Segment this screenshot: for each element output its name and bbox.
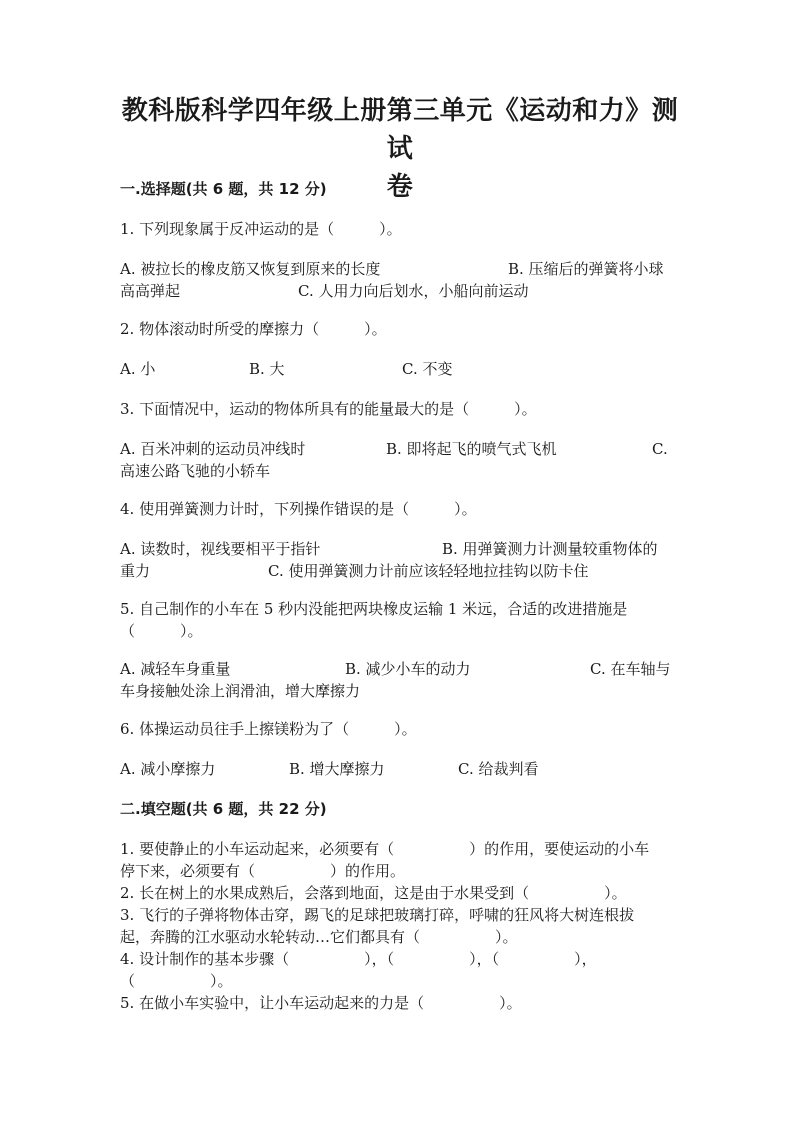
question-5-stem: 5. 自己制作的小车在 5 秒内没能把两块橡皮运输 1 米远，合适的改进措施是: [120, 600, 628, 618]
question-2-option-a: A. 小: [120, 360, 156, 378]
fill-line-6: 4. 设计制作的基本步骤（ ），（ ），（ ），: [120, 950, 597, 968]
question-2-option-b: B. 大: [249, 360, 285, 378]
question-1-option-b: B. 压缩后的弹簧将小球: [508, 260, 664, 278]
question-2-option-c: C. 不变: [402, 360, 453, 378]
question-3-stem: 3. 下面情况中，运动的物体所具有的能量最大的是（ ）。: [120, 400, 537, 418]
question-1-option-a: A. 被拉长的橡皮筋又恢复到原来的长度: [120, 260, 381, 278]
question-5-option-c: C. 在车轴与: [590, 660, 671, 678]
fill-line-1: 1. 要使静止的小车运动起来，必须要有（ ）的作用，要使运动的小车: [120, 840, 650, 858]
question-3-option-c: C.: [652, 440, 668, 458]
fill-line-4: 3. 飞行的子弹将物体击穿，踢飞的足球把玻璃打碎，呼啸的狂风将大树连根拔: [120, 906, 635, 924]
question-4-option-a: A. 读数时，视线要相平于指针: [120, 540, 321, 558]
section-heading-choice: 一.选择题(共 6 题，共 12 分): [120, 180, 327, 198]
fill-line-3: 2. 长在树上的水果成熟后，会落到地面，这是由于水果受到（ ）。: [120, 884, 627, 902]
question-6-option-c: C. 给裁判看: [458, 760, 539, 778]
question-3-option-a: A. 百米冲刺的运动员冲线时: [120, 440, 306, 458]
question-4-option-b-continued: 重力: [120, 562, 151, 580]
title-line-1: 教科版科学四年级上册第三单元《运动和力》测试: [121, 96, 679, 164]
question-6-option-a: A. 减小摩擦力: [120, 760, 216, 778]
question-1-option-c: C. 人用力向后划水，小船向前运动: [298, 282, 529, 300]
question-5-option-c-continued: 车身接触处涂上润滑油，增大摩擦力: [120, 682, 361, 700]
question-3-option-c-continued: 高速公路飞驰的小轿车: [120, 462, 271, 480]
question-1-stem: 1. 下列现象属于反冲运动的是（ ）。: [120, 220, 402, 238]
title-line-2: 卷: [386, 172, 414, 202]
fill-line-8: 5. 在做小车实验中，让小车运动起来的力是（ ）。: [120, 994, 522, 1012]
question-4-option-c: C. 使用弹簧测力计前应该轻轻地拉挂钩以防卡住: [268, 562, 589, 580]
question-6-option-b: B. 增大摩擦力: [289, 760, 385, 778]
fill-line-2: 停下来，必须要有（ ）的作用。: [120, 862, 406, 880]
section-heading-fill-in: 二.填空题(共 6 题，共 22 分): [120, 800, 327, 818]
fill-line-5: 起，奔腾的江水驱动水轮转动…它们都具有（ ）。: [120, 928, 518, 946]
fill-line-7: （ ）。: [120, 972, 233, 990]
question-3-option-b: B. 即将起飞的喷气式飞机: [386, 440, 557, 458]
question-4-option-b: B. 用弹簧测力计测量较重物体的: [442, 540, 658, 558]
question-4-stem: 4. 使用弹簧测力计时，下列操作错误的是（ ）。: [120, 500, 477, 518]
question-6-stem: 6. 体操运动员往手上擦镁粉为了（ ）。: [120, 720, 417, 738]
question-1-option-b-continued: 高高弹起: [120, 282, 181, 300]
question-2-stem: 2. 物体滚动时所受的摩擦力（ ）。: [120, 320, 387, 338]
question-5-option-a: A. 减轻车身重量: [120, 660, 231, 678]
question-5-stem-continued: （ ）。: [120, 622, 203, 640]
question-5-option-b: B. 减少小车的动力: [345, 660, 471, 678]
